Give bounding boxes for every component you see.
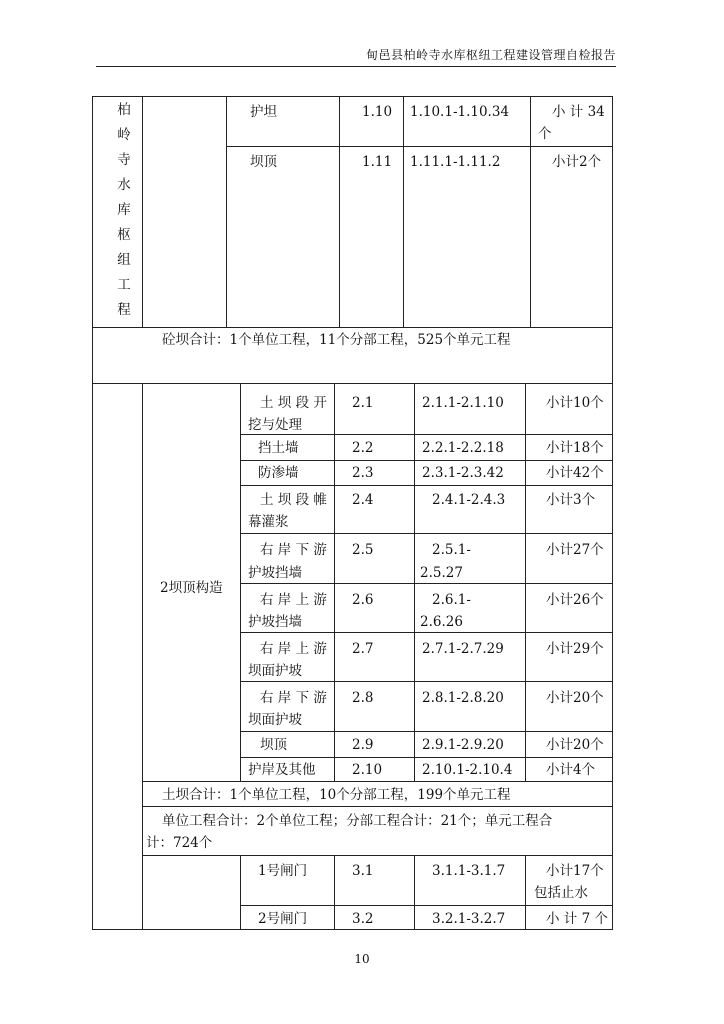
table-cell-code: 2.3	[352, 465, 374, 481]
table-cell-code: 3.1	[352, 863, 374, 879]
dam-summary: 砼坝合计：1个单位工程，11个分部工程，525个单元工程	[162, 332, 511, 348]
table-cell-subtotal: 小计17个	[546, 863, 604, 879]
row-divider	[226, 146, 613, 147]
row-divider	[240, 905, 613, 906]
table-cell-name: 防渗墙	[258, 465, 299, 481]
report-header: 甸邑县柏岭寺水库枢纽工程建设管理自检报告	[96, 46, 616, 67]
table-cell-code: 1.10	[362, 104, 393, 120]
col-divider	[240, 383, 241, 781]
table-cell-name: 坝顶	[260, 737, 287, 753]
table-cell-range: 1.11.1-1.11.2	[410, 154, 501, 170]
col-divider	[525, 383, 526, 781]
project-vertical-label: 柏 岭 寺 水 库 枢 组 工 程	[117, 102, 131, 318]
table-cell-range: 2.1.1-2.1.10	[422, 395, 504, 411]
col-divider	[240, 855, 241, 929]
table-cell-code: 2.4	[352, 492, 374, 508]
table-cell-range: 2.5.1-	[432, 542, 471, 558]
table-cell-code: 1.11	[362, 154, 393, 170]
table-cell-code: 2.5	[352, 542, 374, 558]
col-divider	[142, 96, 143, 327]
table-cell-name: 幕灌浆	[248, 514, 289, 530]
table-cell-code: 2.8	[352, 690, 374, 706]
table-border-left	[92, 96, 93, 929]
table-cell-range: 3.1.1-3.1.7	[432, 863, 506, 879]
group-label: 2坝顶构造	[160, 580, 223, 596]
table-cell-range: 2.8.1-2.8.20	[422, 690, 504, 706]
table-cell-name: 护坡挡墙	[248, 614, 302, 630]
col-divider	[339, 96, 340, 327]
row-divider	[240, 485, 613, 486]
table-cell-range: 2.6.26	[420, 614, 463, 630]
row-divider	[240, 533, 613, 534]
table-cell-range: 2.3.1-2.3.42	[422, 465, 504, 481]
col-divider	[142, 383, 143, 929]
table-cell-subtotal: 小计18个	[546, 440, 604, 456]
col-divider	[334, 383, 335, 781]
table-cell-code: 2.1	[352, 395, 374, 411]
table-cell-code: 2.9	[352, 737, 374, 753]
table-cell-subtotal: 小 计 7 个	[546, 911, 608, 927]
row-divider	[142, 855, 613, 856]
table-cell-name: 挡土墙	[258, 440, 299, 456]
table-cell-name: 坝顶	[250, 154, 277, 170]
table-cell-code: 2.2	[352, 440, 374, 456]
table-cell-subtotal: 小计27个	[546, 542, 604, 558]
table-cell-subtotal: 小 计 34	[552, 104, 605, 120]
col-divider	[525, 855, 526, 929]
col-divider	[414, 383, 415, 781]
table-cell-range: 2.7.1-2.7.29	[422, 641, 504, 657]
table-cell-name: 土 坝 段 开	[260, 395, 327, 411]
table-border-right	[612, 96, 613, 929]
table-cell-name: 右 岸 上 游	[260, 641, 327, 657]
table-border-top	[92, 96, 613, 97]
col-divider	[334, 855, 335, 929]
table-cell-range: 2.4.1-2.4.3	[432, 492, 506, 508]
table-cell-name: 右 岸 下 游	[260, 542, 327, 558]
col-divider	[226, 96, 227, 327]
table-cell-name: 右 岸 下 游	[260, 690, 327, 706]
table-cell-subtotal: 小计20个	[546, 690, 604, 706]
table-cell-range: 2.2.1-2.2.18	[422, 440, 504, 456]
row-divider	[92, 383, 613, 384]
table-cell-name: 护岸及其他	[248, 762, 316, 778]
table-cell-subtotal: 个	[538, 126, 552, 142]
table-cell-name: 护坦	[250, 104, 277, 120]
table-cell-range: 2.5.27	[420, 565, 463, 581]
table-cell-subtotal: 小计20个	[546, 737, 604, 753]
table-cell-subtotal: 小计3个	[546, 492, 596, 508]
table-cell-subtotal: 小计2个	[552, 154, 602, 170]
table-cell-range: 1.10.1-1.10.34	[410, 104, 510, 120]
table-cell-code: 2.10	[352, 762, 383, 778]
col-divider	[530, 96, 531, 327]
table-cell-subtotal: 小计42个	[546, 465, 604, 481]
overall-summary: 计：724个	[146, 835, 213, 851]
table-cell-range: 2.6.1-	[432, 592, 471, 608]
col-divider	[403, 96, 404, 327]
table-cell-subtotal: 包括止水	[534, 885, 588, 901]
table-cell-subtotal: 小计4个	[546, 762, 596, 778]
overall-summary: 单位工程合计：2个单位工程；分部工程合计：21个；单元工程合	[162, 813, 553, 829]
table-cell-name: 坝面护坡	[248, 712, 302, 728]
table-cell-name: 护坡挡墙	[248, 565, 302, 581]
table-cell-subtotal: 小计10个	[546, 395, 604, 411]
table-cell-range: 3.2.1-3.2.7	[432, 911, 506, 927]
table-cell-name: 坝面护坡	[248, 663, 302, 679]
table-cell-range: 2.9.1-2.9.20	[422, 737, 504, 753]
table-cell-name: 1号闸门	[258, 863, 308, 879]
col-divider	[414, 855, 415, 929]
page-number: 10	[354, 952, 370, 966]
table-cell-range: 2.10.1-2.10.4	[422, 762, 513, 778]
table-cell-code: 2.7	[352, 641, 374, 657]
table-cell-code: 2.6	[352, 592, 374, 608]
table-cell-name: 土 坝 段 帷	[260, 492, 327, 508]
table-cell-subtotal: 小计29个	[546, 641, 604, 657]
table-cell-code: 3.2	[352, 911, 374, 927]
earth-dam-summary: 土坝合计：1个单位工程，10个分部工程，199个单元工程	[162, 787, 511, 803]
table-cell-subtotal: 小计26个	[546, 592, 604, 608]
table-cell-name: 2号闸门	[258, 911, 308, 927]
table-cell-name: 右 岸 上 游	[260, 592, 327, 608]
table-cell-name: 挖与处理	[248, 417, 302, 433]
